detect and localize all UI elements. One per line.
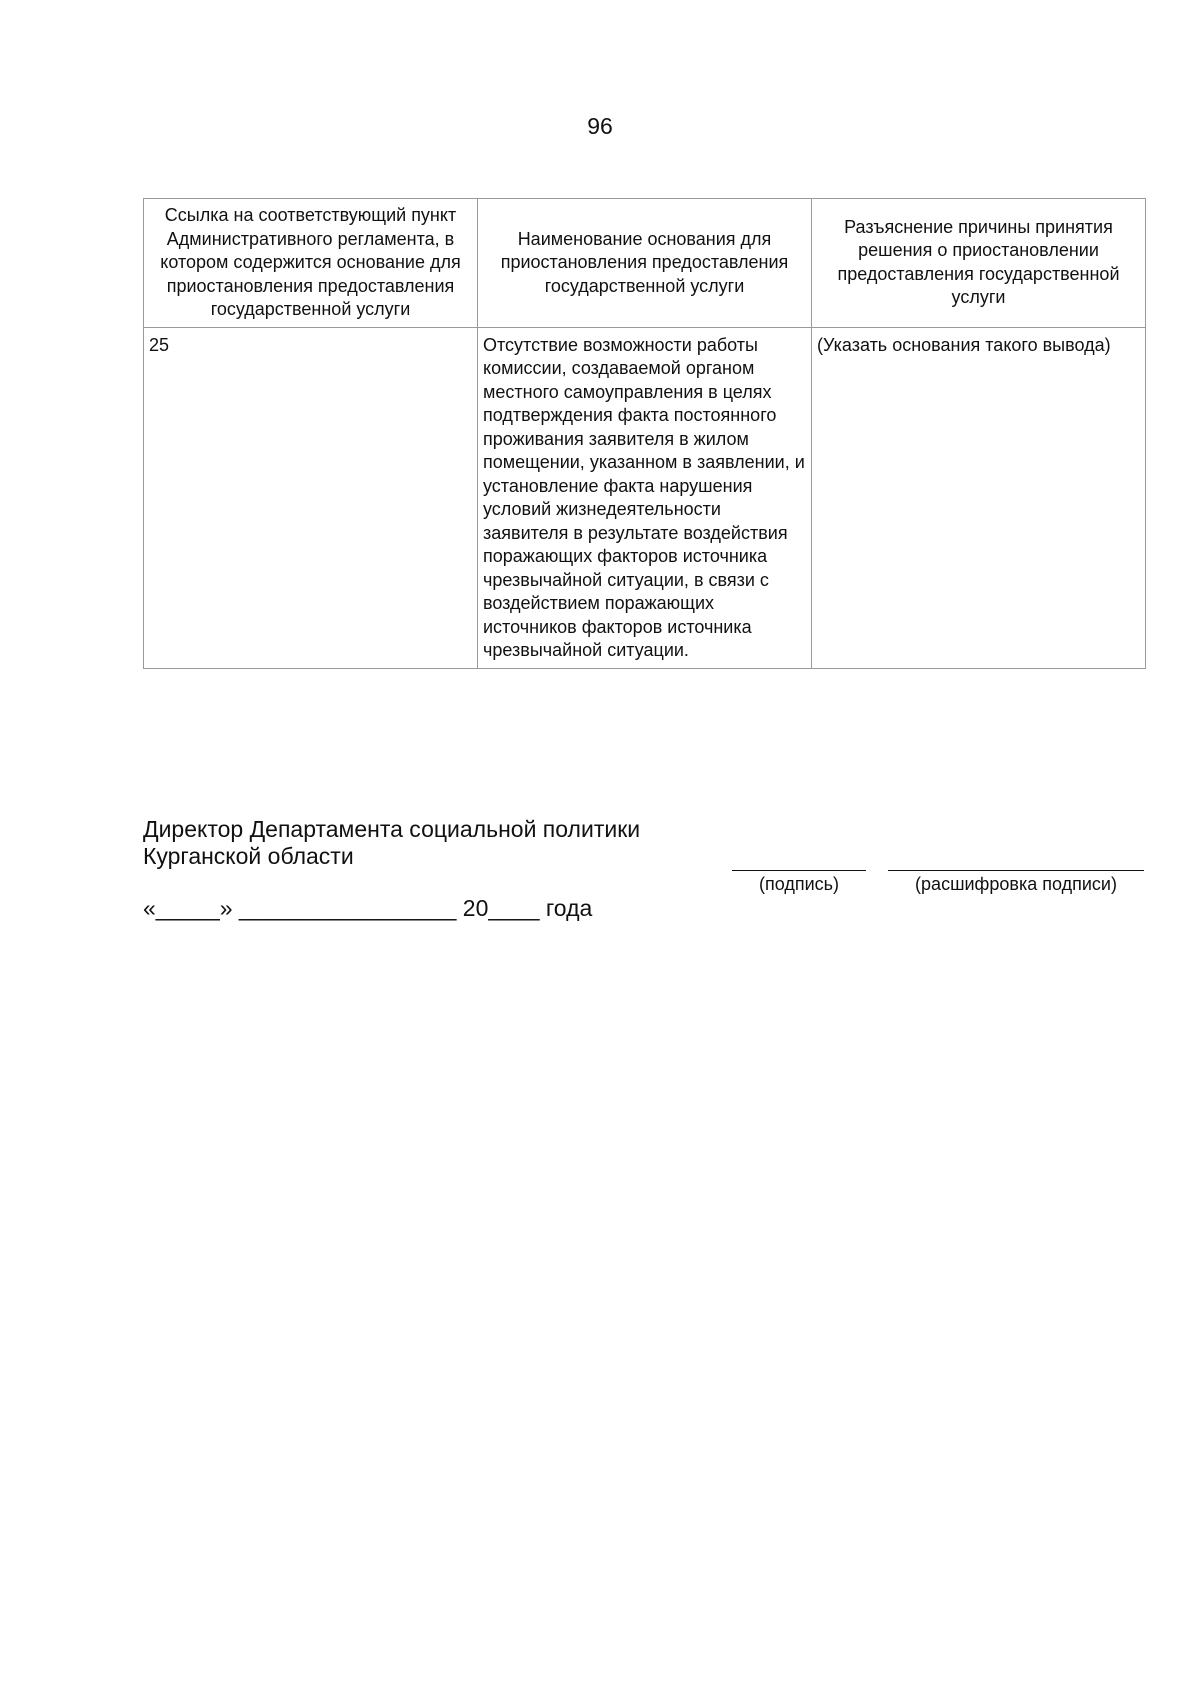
signature-decoding-caption: (расшифровка подписи) (915, 874, 1117, 894)
table-header-row (144, 199, 1146, 328)
table-row (144, 327, 1146, 668)
signature-caption: (подпись) (758, 874, 840, 894)
header-ground-name: Наименование основания для приостановления предоставления государственной услуги (478, 199, 812, 328)
page-number: 96 (587, 113, 613, 139)
cell-explanation: (Указать основания такого вывода) (812, 327, 1146, 668)
header-explanation: Разъяснение причины принятия решения о приостановлении предоставления государственной услуги (812, 199, 1146, 328)
signature-decoding-line (888, 870, 1144, 871)
signatory-position-line-1: Директор Департамента социальной политики (143, 816, 641, 842)
signatory-position-line-2: Курганской области (143, 843, 354, 869)
suspension-grounds-table (143, 198, 1146, 669)
cell-reference: 25 (144, 327, 478, 668)
cell-ground-name: Отсутствие возможности работы комиссии, создаваемой органом местного самоуправления в целях подтверждения факта постоянного проживания заявителя в жилом помещении, указанном в заявлении, и установление факта нарушения условий жизнедеятельности заявителя в результате воздействия поражающих факторов источника чрезвычайной ситуации, в связи с воздействием поражающих источников факторов источника чрезвычайной ситуации. (478, 327, 812, 668)
header-reference: Ссылка на соответствующий пункт Административного регламента, в котором содержится основание для приостановления предоставления государственной услуги (144, 199, 478, 328)
signatory-position (143, 816, 640, 870)
date-line: «_____» _________________ 20____ года (143, 895, 593, 921)
signature-line (732, 870, 866, 871)
